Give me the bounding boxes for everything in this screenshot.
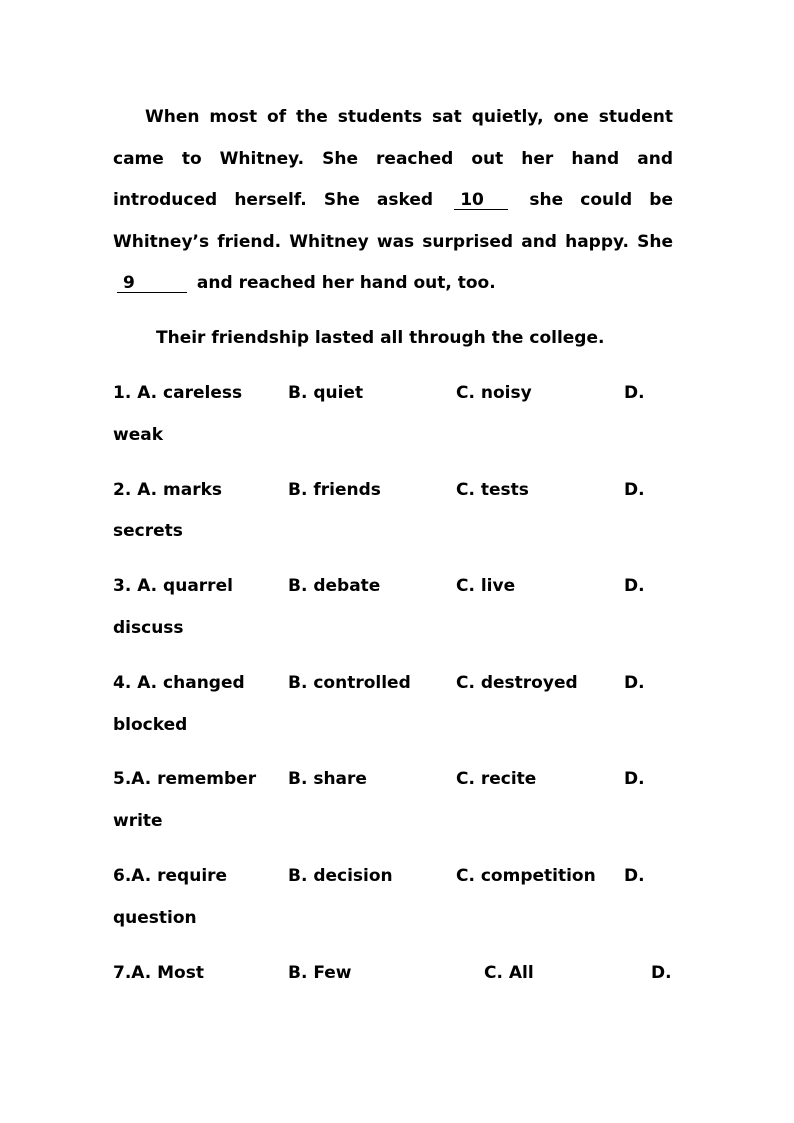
option-d: D. [624,383,645,403]
option-d-text: question [113,908,197,928]
option-d: D. [624,480,645,500]
option-c: C. destroyed [456,673,578,693]
option-d-text: blocked [113,715,188,735]
option-b: B. share [288,769,367,789]
option-c: C. live [456,576,516,596]
option-a: 4. A. changed [113,673,245,693]
option-a: 3. A. quarrel [113,576,233,596]
option-c: C. noisy [456,383,532,403]
option-b: B. friends [288,480,381,500]
option-b: B. debate [288,576,381,596]
passage-text: she could be Whitney’s friend. Whitney was surprised and happy. She [113,190,673,252]
option-d: D. [624,866,645,886]
answer-blank-9: 9 [117,274,187,293]
answer-blank-10: 10 [454,191,508,210]
option-b: B. decision [288,866,393,886]
passage-paragraph-2: Their friendship lasted all through the college. [156,328,605,348]
option-d-text: write [113,811,163,831]
option-d-text: discuss [113,618,184,638]
passage-text: When most of the students sat quietly, one student came to Whitney. She reached out her hand and introduced herself. She asked [113,107,673,210]
option-c: C. All [484,963,534,983]
option-d: D. [624,769,645,789]
option-a: 5.A. remember [113,769,257,789]
option-d: D. [624,673,645,693]
option-c: C. recite [456,769,537,789]
option-c: C. competition [456,866,596,886]
option-a: 7.A. Most [113,963,204,983]
option-a: 6.A. require [113,866,228,886]
option-d: D. [624,576,645,596]
option-b: B. Few [288,963,352,983]
passage-paragraph-1 [113,97,673,305]
option-d-text: secrets [113,521,183,541]
passage-text: and reached her hand out, too. [196,273,496,293]
option-a: 1. A. careless [113,383,243,403]
option-d: D. [651,963,672,983]
option-b: B. quiet [288,383,364,403]
option-d-text: weak [113,425,164,445]
option-a: 2. A. marks [113,480,223,500]
option-b: B. controlled [288,673,411,693]
option-c: C. tests [456,480,529,500]
